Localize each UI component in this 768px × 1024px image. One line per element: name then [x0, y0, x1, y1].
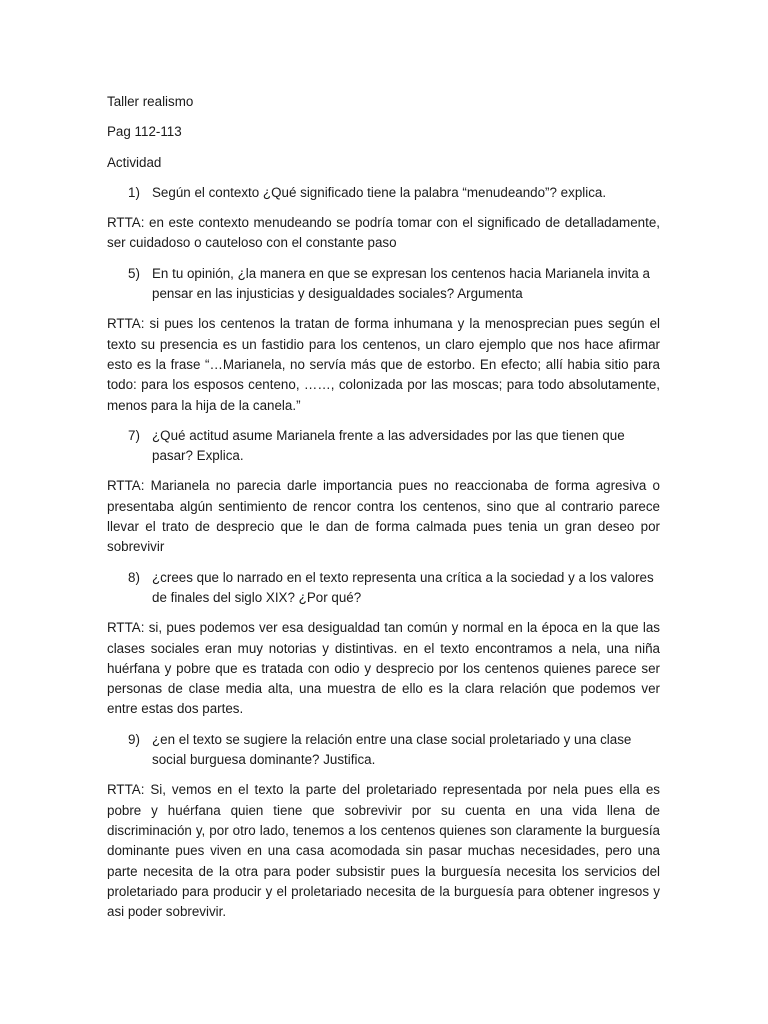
- answer-1: RTTA: en este contexto menudeando se podría tomar con el significado de detalladamente, ser cuidadoso o cauteloso con el constante paso: [107, 215, 660, 251]
- question-number: 5): [128, 265, 140, 281]
- question-7: [107, 426, 660, 467]
- answer-8: RTTA: si, pues podemos ver esa desigualdad tan común y normal en la época en la que las clases sociales eran muy notorias y distintivas. en el texto encontramos a nela, una niña huérfana y pobre que es tratada con odio y desprecio por los centenos quienes parece ser personas de clase media alta, una muestra de ello es la clara relación que podemos ver entre estas dos partes.: [107, 620, 660, 717]
- question-1: [107, 183, 660, 203]
- document-title: Taller realismo: [107, 94, 194, 109]
- document-content: [107, 92, 660, 932]
- answer-7: RTTA: Marianela no parecia darle importancia pues no reaccionaba de forma agresiva o presentaba algún sentimiento de rencor contra los centenos, sino que al contrario parece llevar el trato de desprecio que le dan de forma calmada pues tenia un gran deseo por sobrevivir: [107, 478, 660, 555]
- question-number: 7): [128, 427, 140, 443]
- question-number: 1): [128, 184, 140, 200]
- answer-9: RTTA: Si, vemos en el texto la parte del proletariado representada por nela pues ella es pobre y huérfana quien tiene que sobrevivir por su cuenta en una vida llena de discriminación y, por otro lado, tenemos a los centenos quienes son claramente la burguesía dominante pues viven en una casa acomodada sin pasar muchas necesidades, pero una parte necesita de la otra para poder subsistir pues la burguesía necesita los servicios del proletariado para producir y el proletariado necesita de la burguesía para obtener ingresos y asi poder sobrevivir.: [107, 782, 660, 920]
- question-text: ¿crees que lo narrado en el texto representa una crítica a la sociedad y a los valores de finales del siglo XIX? ¿Por qué?: [152, 569, 654, 605]
- activity-heading: Actividad: [107, 154, 162, 170]
- answer-5: RTTA: si pues los centenos la tratan de forma inhumana y la menosprecian pues según el texto su presencia es un fastidio para los centenos, un claro ejemplo que nos hace afirmar esto es la frase “…Marianela, no servía más que de estorbo. En efecto; allí habia sitio para todo: para los esposos centeno, ……, colonizada por las moscas; para todo absolutamente, menos para la hija de la canela.”: [107, 316, 660, 413]
- question-number: 8): [128, 569, 140, 585]
- page-reference: Pag 112-113: [107, 124, 182, 140]
- question-9: [107, 730, 660, 771]
- question-text: Según el contexto ¿Qué significado tiene la palabra “menudeando”? explica.: [152, 184, 607, 200]
- question-text: En tu opinión, ¿la manera en que se expresan los centenos hacia Marianela invita a pensar en las injusticias y desigualdades sociales? Argumenta: [152, 265, 650, 302]
- question-text: ¿Qué actitud asume Marianela frente a las adversidades por las que tienen que pasar? Explica.: [152, 427, 625, 464]
- question-number: 9): [128, 731, 140, 747]
- question-8: [107, 568, 660, 609]
- question-text: ¿en el texto se sugiere la relación entre una clase social proletariado y una clase social burguesa dominante? Justifica.: [152, 731, 632, 768]
- question-5: [107, 264, 660, 305]
